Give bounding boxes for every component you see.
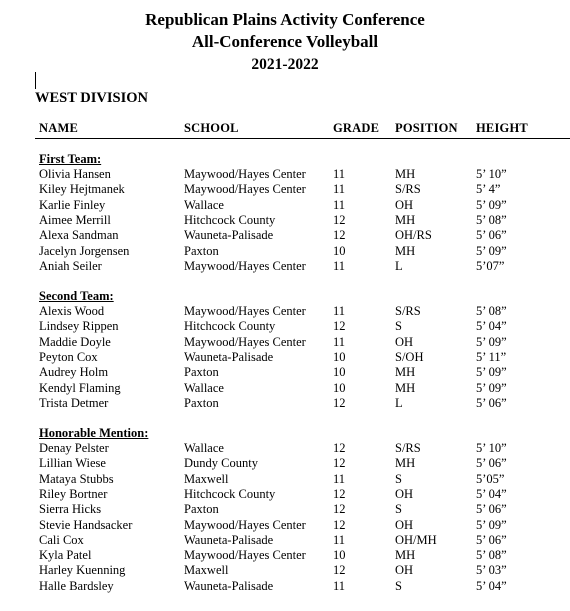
school-name: Paxton (184, 243, 219, 258)
table-row (0, 335, 570, 350)
school-name: Maywood/Hayes Center (184, 517, 306, 532)
section-title-first-team: First Team: (39, 152, 102, 166)
player-name: Mataya Stubbs (39, 471, 114, 486)
school-name: Maxwell (184, 563, 229, 578)
height-value: 5’ 06” (476, 502, 507, 517)
player-name: Kendyl Flaming (39, 380, 121, 395)
table-row (0, 365, 570, 380)
player-name: Aimee Merrill (39, 212, 111, 227)
table-row (0, 228, 570, 243)
grade-value: 10 (333, 548, 346, 563)
grade-value: 12 (333, 486, 346, 501)
position-value: S/OH (395, 349, 424, 364)
school-name: Maywood/Hayes Center (184, 304, 306, 318)
position-value: MH (395, 167, 416, 181)
height-value: 5’ 09” (476, 380, 507, 395)
table-row (0, 518, 570, 533)
grade-value: 11 (333, 167, 346, 181)
position-value: S/RS (395, 441, 421, 455)
player-name: Aniah Seiler (39, 258, 102, 273)
player-name: Jacelyn Jorgensen (39, 243, 130, 258)
table-row (0, 487, 570, 502)
school-name: Paxton (184, 365, 219, 380)
document-season: 2021-2022 (251, 56, 319, 73)
position-value: MH (395, 548, 416, 563)
school-name: Paxton (184, 395, 219, 410)
grade-value: 11 (333, 197, 346, 212)
height-value: 5’ 06” (476, 532, 507, 547)
table-row (0, 579, 570, 594)
position-value: S/RS (395, 304, 421, 318)
table-row (0, 182, 570, 197)
player-name: Lindsey Rippen (39, 319, 119, 334)
section-title-honorable-mention: Honorable Mention: (39, 426, 149, 440)
school-name: Wallace (184, 197, 224, 212)
player-name: Denay Pelster (39, 441, 109, 455)
grade-value: 11 (333, 532, 346, 547)
grade-value: 10 (333, 365, 346, 380)
position-value: S/RS (395, 182, 421, 197)
school-name: Maywood/Hayes Center (184, 167, 306, 181)
grade-value: 12 (333, 517, 346, 532)
document-subtitle: All-Conference Volleyball (191, 32, 379, 51)
grade-value: 10 (333, 243, 346, 258)
height-value: 5’ 03” (476, 563, 507, 578)
school-name: Dundy County (184, 456, 258, 471)
header-height: HEIGHT (476, 121, 528, 135)
school-name: Wauneta-Palisade (184, 349, 274, 364)
position-value: OH (395, 197, 414, 212)
player-name: Karlie Finley (39, 197, 106, 212)
header-name: NAME (39, 121, 78, 135)
player-name: Lillian Wiese (39, 456, 106, 471)
header-school: SCHOOL (184, 121, 239, 135)
height-value: 5’ 04” (476, 319, 507, 334)
height-value: 5’ 06” (476, 228, 507, 243)
height-value: 5’ 09” (476, 197, 507, 212)
header-rule (35, 138, 570, 139)
height-value: 5’ 08” (476, 212, 507, 227)
school-name: Maywood/Hayes Center (184, 548, 306, 563)
height-value: 5’ 06” (476, 395, 507, 410)
player-name: Kyla Patel (39, 548, 92, 563)
height-value: 5’ 08” (476, 304, 507, 318)
player-name: Audrey Holm (39, 365, 109, 380)
school-name: Wauneta-Palisade (184, 578, 274, 593)
height-value: 5’ 09” (476, 334, 507, 349)
player-name: Cali Cox (39, 532, 84, 547)
position-value: OH (395, 563, 414, 578)
position-value: S (395, 578, 402, 593)
player-name: Kiley Hejtmanek (39, 182, 125, 197)
height-value: 5’ 11” (476, 349, 507, 364)
table-row (0, 502, 570, 517)
grade-value: 12 (333, 212, 346, 227)
player-name: Trista Detmer (39, 395, 109, 410)
grade-value: 12 (333, 319, 346, 334)
table-row (0, 304, 570, 319)
school-name: Paxton (184, 502, 219, 517)
table-row (0, 259, 570, 274)
position-value: L (395, 395, 403, 410)
height-value: 5’ 09” (476, 365, 507, 380)
school-name: Wallace (184, 441, 224, 455)
player-name: Stevie Handsacker (39, 517, 133, 532)
division-heading: WEST DIVISION (35, 90, 148, 106)
table-row (0, 396, 570, 411)
player-name: Halle Bardsley (39, 578, 114, 593)
table-row (0, 167, 570, 182)
grade-value: 10 (333, 380, 346, 395)
height-value: 5’ 09” (476, 243, 507, 258)
table-row (0, 350, 570, 365)
position-value: S (395, 502, 402, 517)
header-grade: GRADE (333, 121, 380, 135)
height-value: 5’05” (476, 471, 505, 486)
table-row (0, 244, 570, 259)
grade-value: 12 (333, 441, 346, 455)
height-value: 5’ 06” (476, 456, 507, 471)
school-name: Maxwell (184, 471, 229, 486)
grade-value: 12 (333, 502, 346, 517)
school-name: Wallace (184, 380, 224, 395)
grade-value: 11 (333, 471, 346, 486)
player-name: Olivia Hansen (39, 167, 111, 181)
section-title-second-team: Second Team: (39, 289, 114, 303)
height-value: 5’07” (476, 258, 505, 273)
grade-value: 11 (333, 578, 346, 593)
position-value: MH (395, 212, 416, 227)
position-value: MH (395, 243, 416, 258)
grade-value: 11 (333, 334, 346, 349)
document-title: Republican Plains Activity Conference (145, 10, 425, 29)
position-value: MH (395, 365, 416, 380)
height-value: 5’ 09” (476, 517, 507, 532)
height-value: 5’ 04” (476, 486, 507, 501)
player-name: Harley Kuenning (39, 563, 126, 578)
grade-value: 12 (333, 395, 346, 410)
school-name: Hitchcock County (184, 212, 276, 227)
grade-value: 11 (333, 304, 346, 318)
school-name: Maywood/Hayes Center (184, 334, 306, 349)
table-row (0, 319, 570, 334)
height-value: 5’ 10” (476, 167, 507, 181)
position-value: OH/MH (395, 532, 437, 547)
grade-value: 11 (333, 258, 346, 273)
school-name: Wauneta-Palisade (184, 532, 274, 547)
position-value: L (395, 258, 403, 273)
table-row (0, 472, 570, 487)
school-name: Maywood/Hayes Center (184, 182, 306, 197)
table-row (0, 548, 570, 563)
player-name: Alexa Sandman (39, 228, 119, 243)
height-value: 5’ 08” (476, 548, 507, 563)
grade-value: 12 (333, 563, 346, 578)
player-name: Riley Bortner (39, 486, 108, 501)
school-name: Wauneta-Palisade (184, 228, 274, 243)
player-name: Peyton Cox (39, 349, 98, 364)
position-value: MH (395, 380, 416, 395)
player-name: Maddie Doyle (39, 334, 111, 349)
table-row (0, 456, 570, 471)
table-row (0, 441, 570, 456)
school-name: Hitchcock County (184, 486, 276, 501)
position-value: S (395, 319, 402, 334)
player-name: Sierra Hicks (39, 502, 102, 517)
grade-value: 12 (333, 456, 346, 471)
position-value: OH (395, 517, 414, 532)
table-row (0, 533, 570, 548)
position-value: OH/RS (395, 228, 432, 243)
table-row (0, 563, 570, 578)
position-value: MH (395, 456, 416, 471)
text-cursor (35, 72, 36, 89)
table-row (0, 213, 570, 228)
school-name: Hitchcock County (184, 319, 276, 334)
grade-value: 12 (333, 228, 346, 243)
position-value: OH (395, 334, 414, 349)
player-name: Alexis Wood (39, 304, 105, 318)
height-value: 5’ 4” (476, 182, 501, 197)
grade-value: 11 (333, 182, 346, 197)
height-value: 5’ 04” (476, 578, 507, 593)
position-value: S (395, 471, 402, 486)
table-row (0, 381, 570, 396)
grade-value: 10 (333, 349, 346, 364)
school-name: Maywood/Hayes Center (184, 258, 306, 273)
position-value: OH (395, 486, 414, 501)
header-position: POSITION (395, 121, 458, 135)
table-row (0, 198, 570, 213)
height-value: 5’ 10” (476, 441, 507, 455)
